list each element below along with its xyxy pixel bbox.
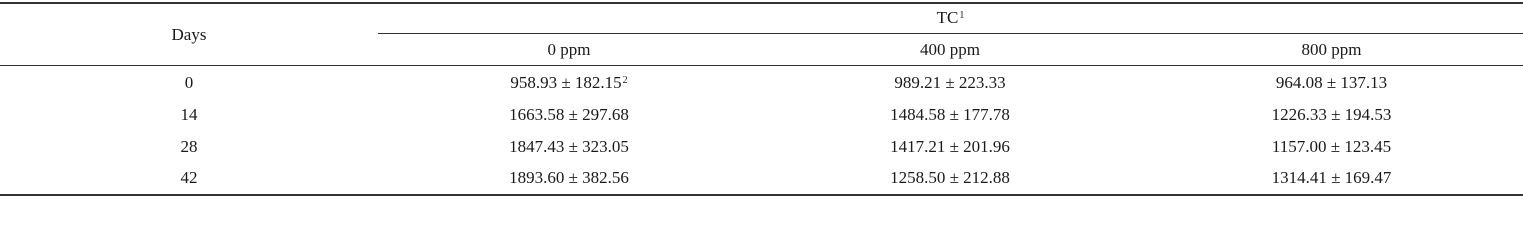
table-cell — [378, 73, 760, 93]
table-cell: 1847.43 ± 323.05 — [509, 137, 629, 156]
cell-footnote: 2 — [622, 75, 628, 86]
table-cell: 1417.21 ± 201.96 — [890, 137, 1010, 156]
table-cell: 1893.60 ± 382.56 — [509, 168, 629, 187]
days-column-header — [0, 25, 378, 45]
tc-header-text: TC — [936, 8, 959, 27]
table-cell: 1484.58 ± 177.78 — [890, 105, 1010, 124]
column-header-800ppm: 800 ppm — [1301, 40, 1362, 59]
table-cell: 1663.58 ± 297.68 — [509, 105, 629, 124]
table-cell: 964.08 ± 137.13 — [1275, 73, 1388, 92]
row-day-label: 28 — [180, 137, 198, 156]
row-day-label: 14 — [180, 105, 198, 124]
table-cell: 1226.33 ± 194.53 — [1271, 105, 1392, 124]
tc-group-header — [378, 8, 1523, 28]
column-header-0ppm: 0 ppm — [547, 40, 591, 59]
table-cell: 1314.41 ± 169.47 — [1271, 168, 1392, 187]
tc-group-rule — [378, 33, 1523, 34]
table-cell: 989.21 ± 223.33 — [894, 73, 1006, 92]
row-day-label: 42 — [180, 168, 198, 187]
header-bottom-rule — [0, 65, 1523, 66]
table-cell: 1157.00 ± 123.45 — [1271, 137, 1392, 156]
cell-value: 958.93 ± 182.15 — [510, 73, 622, 92]
column-header-400ppm: 400 ppm — [920, 40, 980, 59]
days-header-text: Days — [171, 25, 207, 44]
row-day-label: 0 — [184, 73, 194, 92]
table-cell: 1258.50 ± 212.88 — [890, 168, 1010, 187]
tc-header-footnote: 1 — [959, 10, 965, 21]
table-bottom-rule — [0, 194, 1523, 196]
table-top-rule — [0, 2, 1523, 4]
